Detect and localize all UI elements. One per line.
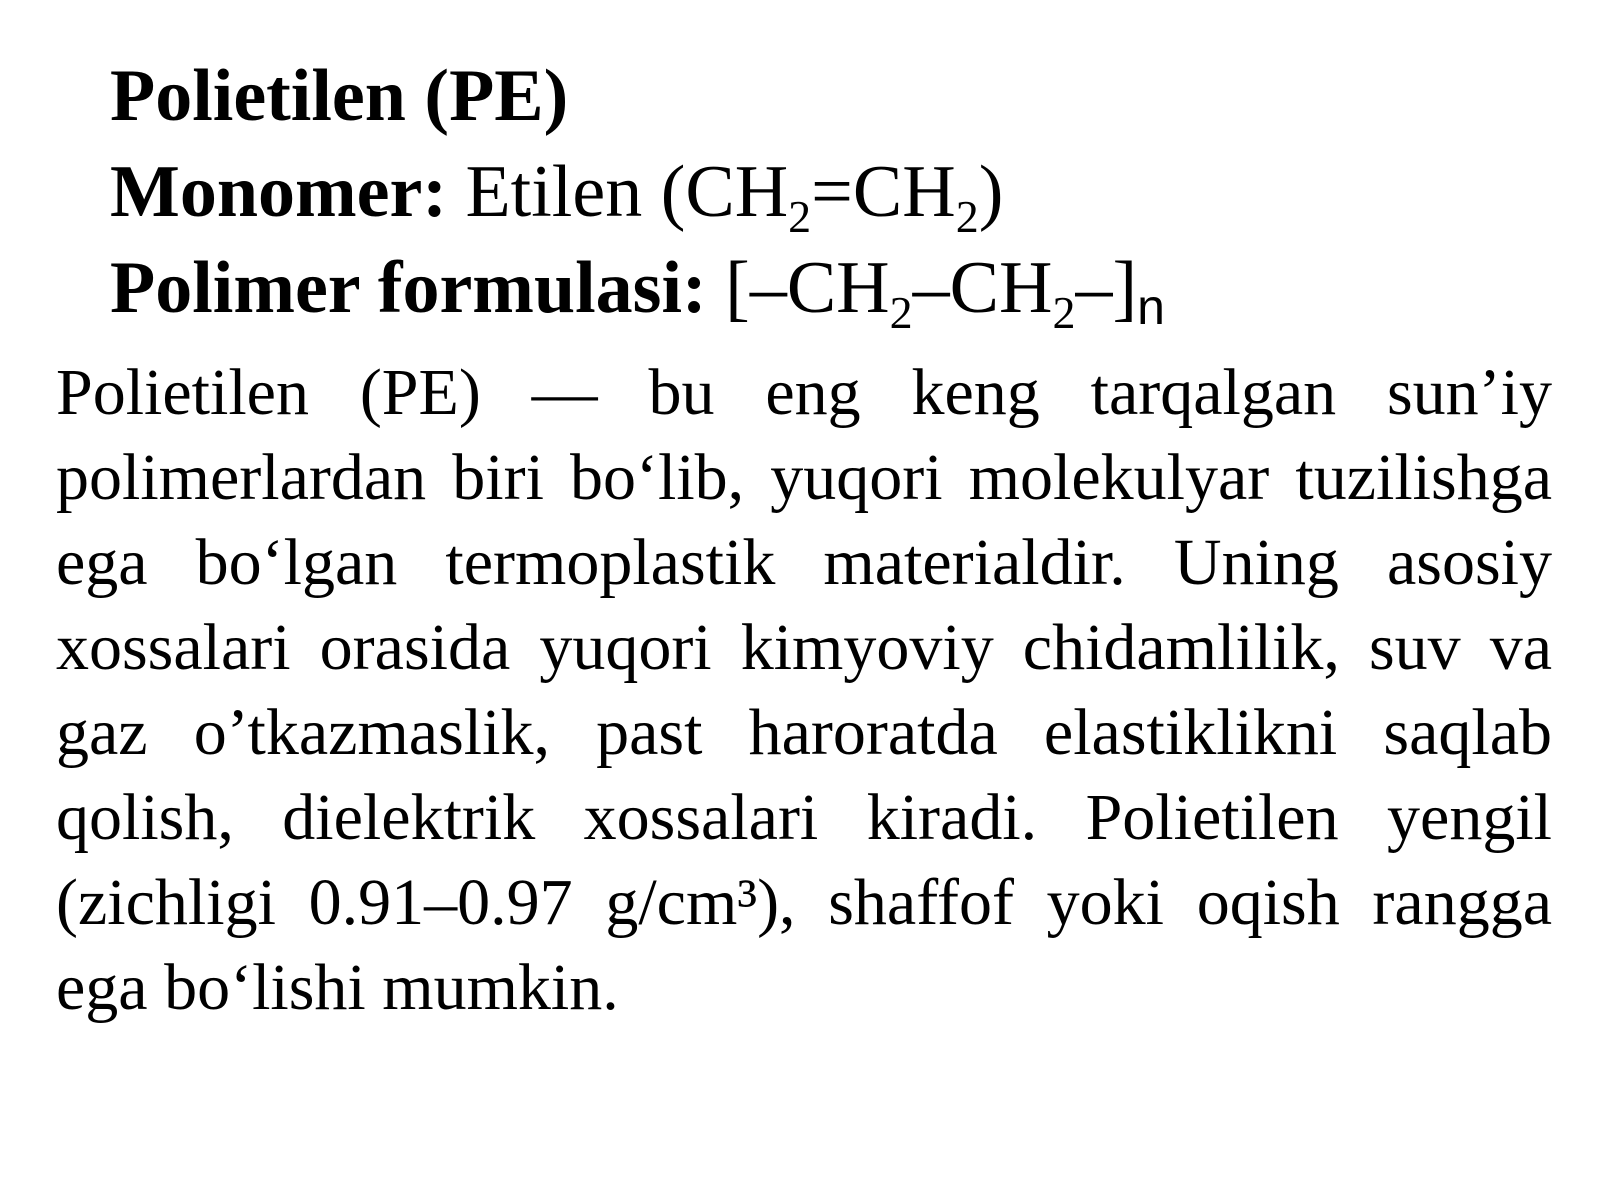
monomer-line [110,144,1530,240]
monomer-text: Etilen (CH [465,151,789,233]
monomer-end: ) [978,151,1004,233]
formula-line [110,240,1530,336]
formula-label: Polimer formulasi: [110,247,707,329]
monomer-subscript-2: 2 [955,191,979,242]
page-title: Polietilen (PE) [110,55,569,137]
heading-block [110,48,1530,336]
formula-end: –] [1075,247,1138,329]
body-paragraph: Polietilen (PE) — bu eng keng tarqalgan sun’iy polimerlardan biri bo‘lib, yuqori molekulyar tuzilishga ega bo‘lgan termoplastik materialdir. Uning asosiy xossalari orasida yuqori kimyoviy chidamlilik, suv va gaz o’tkazmaslik, past haroratda elastiklikni saqlab qolish, dielektrik xossalari kiradi. Polietilen yengil (zichligi 0.91–0.97 g/cm³), shaffof yoki oqish rangga ega bo‘lishi mumkin. [56,356,1552,1024]
formula-subscript-2: 2 [1052,287,1076,338]
formula-text: [–CH [725,247,890,329]
formula-index: n [1137,279,1165,335]
monomer-subscript-1: 2 [788,191,812,242]
title-line [110,48,1530,144]
monomer-mid: =CH [811,151,956,233]
formula-mid: –CH [912,247,1053,329]
monomer-label: Monomer: [110,151,447,233]
formula-subscript-1: 2 [889,287,913,338]
